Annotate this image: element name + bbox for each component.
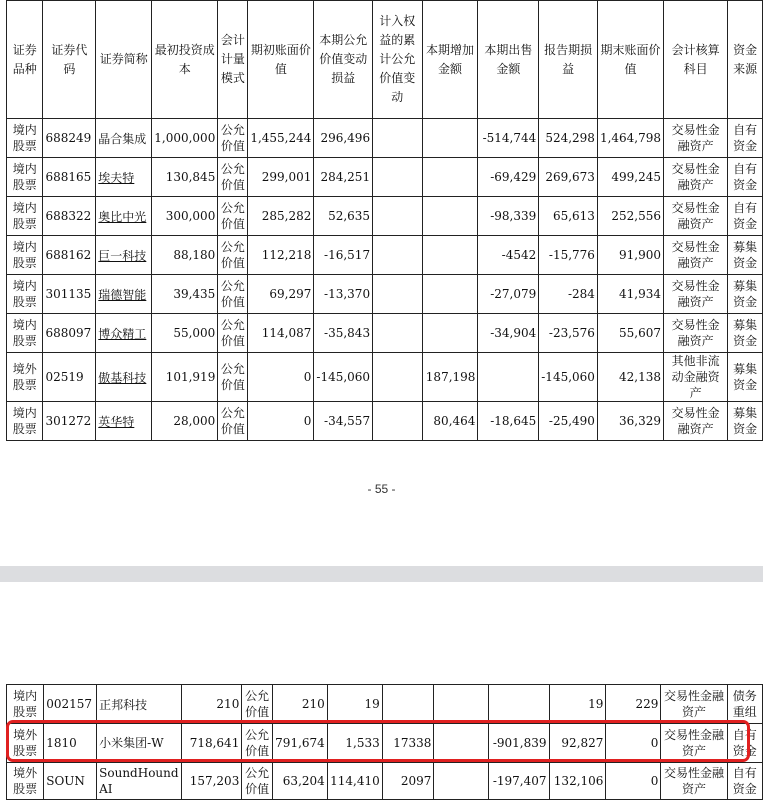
cell-code: 002157: [44, 685, 97, 724]
cell-fv-change: 284,251: [314, 158, 373, 197]
cell-increase: [422, 236, 478, 275]
cell-type: 境外股票: [7, 763, 44, 800]
cell-mode: 公允价值: [218, 158, 248, 197]
table-row: [7, 119, 763, 158]
col-header: 期初账面价值: [248, 1, 314, 119]
cell-source: 自有资金: [728, 119, 763, 158]
cell-mode: 公允价值: [218, 236, 248, 275]
cell-code: 688097: [43, 314, 96, 353]
cell-source: 募集资金: [728, 236, 763, 275]
cell-increase: [422, 119, 478, 158]
cell-sold: -514,744: [478, 119, 539, 158]
cell-name: 小米集团-W: [97, 724, 181, 763]
cell-account: 交易性金融资产: [661, 724, 727, 763]
cell-cost: 718,641: [181, 724, 242, 763]
cell-pnl: 65,613: [539, 197, 598, 236]
col-header: 证券代码: [43, 1, 96, 119]
cell-increase: [422, 197, 478, 236]
cell-pnl: 132,106: [549, 763, 606, 800]
cell-equity-fv: [373, 158, 422, 197]
cell-fv-change: -35,843: [314, 314, 373, 353]
cell-code: 301135: [43, 275, 96, 314]
table-row: [7, 402, 763, 441]
cell-begin-value: 114,087: [248, 314, 314, 353]
cell-account: 交易性金融资产: [664, 158, 728, 197]
cell-sold: -98,339: [478, 197, 539, 236]
cell-sold: -4542: [478, 236, 539, 275]
cell-begin-value: 63,204: [272, 763, 327, 800]
cell-pnl: -23,576: [539, 314, 598, 353]
cell-mode: 公允价值: [242, 763, 272, 800]
cell-name: 埃夫特: [96, 158, 152, 197]
cell-pnl: 92,827: [549, 724, 606, 763]
cell-fv-change: -16,517: [314, 236, 373, 275]
cell-source: 募集资金: [728, 353, 763, 402]
table-row: [7, 236, 763, 275]
cell-end-value: 36,329: [597, 402, 663, 441]
cell-account: 交易性金融资产: [664, 119, 728, 158]
cell-sold: -18,645: [478, 402, 539, 441]
cell-account: 交易性金融资产: [664, 236, 728, 275]
col-header: 本期出售金额: [478, 1, 539, 119]
cell-code: SOUN: [44, 763, 97, 800]
cell-sold: -69,429: [478, 158, 539, 197]
cell-account: 交易性金融资产: [664, 402, 728, 441]
cell-name: SoundHound AI: [97, 763, 181, 800]
cell-fv-change: -13,370: [314, 275, 373, 314]
cell-code: 688162: [43, 236, 96, 275]
table-row-highlighted: [7, 724, 763, 763]
table-row: [7, 314, 763, 353]
cell-equity-fv: [373, 275, 422, 314]
cell-increase: [434, 724, 488, 763]
col-header: 本期公允价值变动损益: [314, 1, 373, 119]
cell-source: 募集资金: [728, 275, 763, 314]
cell-cost: 55,000: [152, 314, 218, 353]
cell-begin-value: 0: [248, 353, 314, 402]
cell-pnl: 19: [549, 685, 606, 724]
cell-cost: 130,845: [152, 158, 218, 197]
cell-code: 688322: [43, 197, 96, 236]
cell-type: 境内股票: [7, 119, 43, 158]
cell-increase: [422, 158, 478, 197]
cell-equity-fv: 2097: [382, 763, 434, 800]
cell-pnl: 524,298: [539, 119, 598, 158]
cell-sold: [478, 353, 539, 402]
cell-name: 正邦科技: [97, 685, 181, 724]
cell-pnl: -145,060: [539, 353, 598, 402]
cell-mode: 公允价值: [218, 314, 248, 353]
cell-end-value: 0: [606, 763, 661, 800]
col-header: 本期增加金额: [422, 1, 478, 119]
cell-sold: -901,839: [488, 724, 549, 763]
col-header: 会计计量模式: [218, 1, 248, 119]
cell-end-value: 252,556: [597, 197, 663, 236]
cell-type: 境内股票: [7, 236, 43, 275]
cell-fv-change: 19: [327, 685, 382, 724]
cell-begin-value: 1,455,244: [248, 119, 314, 158]
cell-equity-fv: [373, 119, 422, 158]
col-header: 计入权益的累计公允价值变动: [373, 1, 422, 119]
cell-end-value: 41,934: [597, 275, 663, 314]
cell-pnl: 269,673: [539, 158, 598, 197]
cell-mode: 公允价值: [218, 402, 248, 441]
cell-begin-value: 285,282: [248, 197, 314, 236]
col-header: 期末账面价值: [597, 1, 663, 119]
cell-fv-change: 52,635: [314, 197, 373, 236]
cell-type: 境内股票: [7, 275, 43, 314]
cell-cost: 28,000: [152, 402, 218, 441]
cell-code: 02519: [43, 353, 96, 402]
table-row: [7, 275, 763, 314]
cell-sold: [488, 685, 549, 724]
cell-name: 巨一科技: [96, 236, 152, 275]
cell-type: 境内股票: [7, 197, 43, 236]
cell-fv-change: -145,060: [314, 353, 373, 402]
cell-fv-change: 114,410: [327, 763, 382, 800]
cell-fv-change: 296,496: [314, 119, 373, 158]
cell-name: 晶合集成: [96, 119, 152, 158]
cell-mode: 公允价值: [242, 724, 272, 763]
cell-account: 交易性金融资产: [664, 314, 728, 353]
cell-type: 境外股票: [7, 353, 43, 402]
cell-equity-fv: [373, 314, 422, 353]
cell-type: 境内股票: [7, 158, 43, 197]
table-row: [7, 197, 763, 236]
col-header: 证券简称: [96, 1, 152, 119]
cell-end-value: 91,900: [597, 236, 663, 275]
col-header: 证券品种: [7, 1, 43, 119]
cell-source: 自有资金: [728, 158, 763, 197]
cell-account: 交易性金融资产: [661, 685, 727, 724]
col-header: 最初投资成本: [152, 1, 218, 119]
cell-name: 瑞德智能: [96, 275, 152, 314]
cell-end-value: 229: [606, 685, 661, 724]
cell-sold: -197,407: [488, 763, 549, 800]
cell-pnl: -25,490: [539, 402, 598, 441]
cell-cost: 1,000,000: [152, 119, 218, 158]
cell-type: 境内股票: [7, 402, 43, 441]
cell-cost: 88,180: [152, 236, 218, 275]
cell-source: 自有资金: [727, 763, 762, 800]
cell-code: 1810: [44, 724, 97, 763]
cell-source: 自有资金: [728, 197, 763, 236]
cell-code: 688249: [43, 119, 96, 158]
cell-code: 688165: [43, 158, 96, 197]
cell-name: 傲基科技: [96, 353, 152, 402]
cell-equity-fv: [373, 402, 422, 441]
cell-mode: 公允价值: [218, 119, 248, 158]
cell-begin-value: 210: [272, 685, 327, 724]
cell-account: 其他非流动金融资产: [664, 353, 728, 402]
cell-cost: 210: [181, 685, 242, 724]
page-number: - 55 -: [367, 482, 396, 496]
cell-increase: [434, 763, 488, 800]
cell-type: 境内股票: [7, 314, 43, 353]
table-row: [7, 685, 763, 724]
cell-begin-value: 69,297: [248, 275, 314, 314]
cell-account: 交易性金融资产: [661, 763, 727, 800]
cell-increase: [434, 685, 488, 724]
cell-sold: -34,904: [478, 314, 539, 353]
header-row: [7, 1, 763, 119]
page-separator: [0, 566, 763, 582]
cell-cost: 157,203: [181, 763, 242, 800]
cell-equity-fv: 17338: [382, 724, 434, 763]
cell-source: 募集资金: [728, 402, 763, 441]
cell-source: 债务重组: [727, 685, 762, 724]
cell-source: 募集资金: [728, 314, 763, 353]
cell-account: 交易性金融资产: [664, 275, 728, 314]
cell-cost: 300,000: [152, 197, 218, 236]
cell-sold: -27,079: [478, 275, 539, 314]
col-header: 报告期损益: [539, 1, 598, 119]
cell-name: 奥比中光: [96, 197, 152, 236]
cell-pnl: -284: [539, 275, 598, 314]
securities-table-bottom: [6, 684, 763, 800]
cell-increase: 187,198: [422, 353, 478, 402]
table-row: [7, 158, 763, 197]
cell-cost: 39,435: [152, 275, 218, 314]
cell-end-value: 42,138: [597, 353, 663, 402]
securities-table-top: [6, 0, 763, 441]
cell-increase: [422, 314, 478, 353]
cell-fv-change: 1,533: [327, 724, 382, 763]
cell-pnl: -15,776: [539, 236, 598, 275]
cell-end-value: 55,607: [597, 314, 663, 353]
cell-begin-value: 112,218: [248, 236, 314, 275]
cell-equity-fv: [373, 197, 422, 236]
cell-equity-fv: [373, 353, 422, 402]
cell-code: 301272: [43, 402, 96, 441]
cell-begin-value: 0: [248, 402, 314, 441]
cell-increase: 80,464: [422, 402, 478, 441]
cell-equity-fv: [382, 685, 434, 724]
cell-equity-fv: [373, 236, 422, 275]
cell-end-value: 0: [606, 724, 661, 763]
cell-account: 交易性金融资产: [664, 197, 728, 236]
cell-mode: 公允价值: [218, 275, 248, 314]
cell-begin-value: 299,001: [248, 158, 314, 197]
cell-cost: 101,919: [152, 353, 218, 402]
cell-begin-value: 791,674: [272, 724, 327, 763]
cell-mode: 公允价值: [218, 353, 248, 402]
cell-mode: 公允价值: [218, 197, 248, 236]
cell-fv-change: -34,557: [314, 402, 373, 441]
cell-type: 境内股票: [7, 685, 44, 724]
cell-end-value: 499,245: [597, 158, 663, 197]
cell-source: 自有资金: [727, 724, 762, 763]
col-header: 资金来源: [728, 1, 763, 119]
table-row: [7, 353, 763, 402]
cell-end-value: 1,464,798: [597, 119, 663, 158]
cell-name: 英华特: [96, 402, 152, 441]
table-row: [7, 763, 763, 800]
cell-name: 博众精工: [96, 314, 152, 353]
cell-increase: [422, 275, 478, 314]
cell-mode: 公允价值: [242, 685, 272, 724]
cell-type: 境外股票: [7, 724, 44, 763]
col-header: 会计核算科目: [664, 1, 728, 119]
